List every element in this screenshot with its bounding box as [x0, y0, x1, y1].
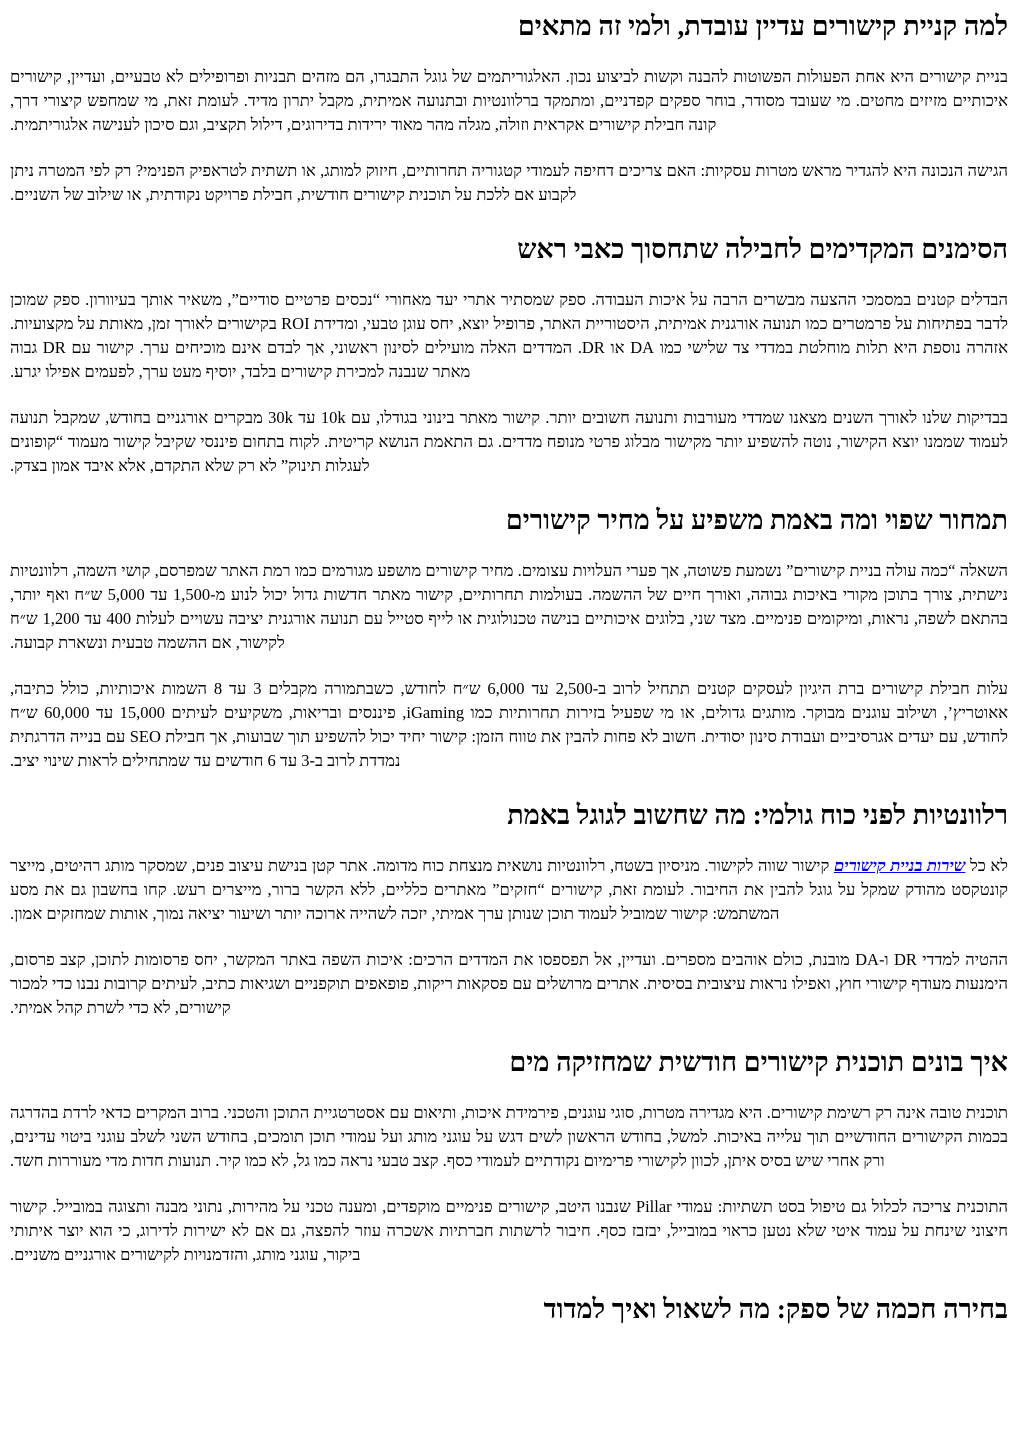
package-costs-paragraph: עלות חבילת קישורים ברת היגיון לעסקים קטנים תתחיל לרוב ב-2,500 עד 6,000 ש״ח לחודש, כשבתמורה מקבלים 3 עד 8 השמות איכותיות, כולל כתיבה, אאוטריץ’, ושילוב עוגנים מבוקר. מותגים גדולים, או מי שפעיל בזירות תחרותיות כמו iGaming, פיננסים ובריאות, משקיעים לעיתים 15,000 עד 60,000 ש״ח לחודש, עם יעדים אגרסיביים ועבודת סינון יסודית. חשוב לא פחות להבין את טווח הזמן: קישור יחיד יכול להשפיע תוך שבועות, אך חבילת SEO עם בנייה הדרגתית נמדדת לרוב ב-3 עד 6 חודשים עד שמתחילים לראות שינוי יציב.	[10, 679, 1008, 770]
soft-metrics-paragraph: ההטיה למדדי DR ו-DA מובנת, כולם אוהבים מספרים. ועדיין, אל תפספסו את המדדים הרכים: איכות השפה באתר המקשר, יחס פרסומות לתוכן, קצב פרסום, הימנעות מעודף קישורי חוץ, ואפילו נראות עיצובית בסיסית. אתרים מרושלים עם פסקאות ריקות, פופאפים תוקפניים ושגיאות כתיב, לעיתים קרובות נבנו כדי למכור קישורים, לא כדי לשרת קהל אמיתי.	[10, 950, 1008, 1017]
section-heading-pricing: תמחור שפוי ומה באמת משפיע על מחיר קישורים	[505, 505, 1008, 535]
article-title: למה קניית קישורים עדיין עובדת, ולמי זה מתאים	[517, 11, 1008, 41]
pricing-factors-paragraph: השאלה “כמה עולה בניית קישורים” נשמעת פשוטה, אך פערי העלויות עצומים. מחיר קישורים מושפע מגורמים כמו רמת האתר שמפרסם, קושי השמה, רלוונטיות נישתית, צורך בתוכן מקורי באיכות גבוהה, ואורך חיים של ההשמה. בעולמות תחרותיים, קישור מאתר חדשות גדול יכול לנוע מ-1,500 עד 5,000 ש״ח ואף יותר, בהתאם לשפה, נראות, ומיקומים פנימיים. מצד שני, בלוגים איכותיים בנישה טכנולוגית או לייף סטייל עם תנועה אורגנית יציבה עשויים לעלות 400 עד 1,200 ש״ח לקישור, אם ההשמה טבעית ונשארת קבועה.	[10, 561, 1009, 652]
plan-structure-paragraph: תוכנית טובה אינה רק רשימת קישורים. היא מגדירה מטרות, סוגי עוגנים, פירמידת איכות, ותיאום עם אסטרטגיית התוכן והטכני. ברוב המקרים כדאי לרדת בהדרגה בכמות הקישורים החודשיים תוך עלייה באיכות. למשל, בחודש הראשון לשים דגש על עוגני מותג ועל עמודי תוכן תומכים, בחודש השני לשלב עוגני ביטוי עדינים, ורק אחרי שיש בסיס איתן, לכוון לקישורי פרימיום נקודתיים לעמודי כסף. קצב טבעי נראה כמו גל, לא כמו קיר. תנועות חדות מדי מעוררות חשד.	[10, 1103, 1008, 1170]
infrastructure-paragraph: התוכנית צריכה לכלול גם טיפול בסט תשתיות: עמודי Pillar שנבנו היטב, קישורים פנימיים מוקפדים, ומענה טכני על מהירות, נתוני מבנה ותצוגה במובייל. קישור חיצוני שינחת על עמוד איטי שלא נטען כראוי במובייל, יבזבז כסף. חיבור לרשתות חברתיות אשכרה עוזר להפצה, גם אם לא ישירות לדירוג, כי הוא יוצר איתותי ביקור, עוגני מותג, והזדמנויות לקישורים אורגניים משניים.	[10, 1197, 1009, 1264]
section-heading-monthly-plan: איך בונים תוכנית קישורים חודשית שמחזיקה מים	[509, 1047, 1008, 1077]
proposal-differences-paragraph: הבדלים קטנים במסמכי ההצעה מבשרים הרבה על איכות העבודה. ספק שמסתיר אתרי יעד מאחורי “נכסים פרטיים סודיים”, משאיר אותך בעיוורון. ספק שמוכן לדבר בפתיחות על פרמטרים כמו תנועה אורגנית אמיתית, היסטוריית האתר, פרופיל יוצא, יחס עוגן טבעי, ומדידת ROI בקישורים לאורך זמן, מאותת על מקצועיות. אזהרה נוספת היא תלות מוחלטת במדדי צד שלישי כמו DA או DR. המדדים האלה מועילים לסינון ראשוני, אך לבדם אינם מוכיחים ערך. קישור עם DR גבוה מאתר שנבנה למכירת קישורים בלבד, יוסיף מעט ערך, לפעמים אפילו יגרע.	[10, 290, 1009, 381]
paragraph-text-before-link: לא כל	[965, 856, 1008, 875]
engagement-metrics-paragraph: בבדיקות שלנו לאורך השנים מצאנו שמדדי מעורבות ותנועה חשובים יותר. קישור מאתר בינוני בגודלו, עם 10k עד 30k מבקרים אורגניים בחודש, שמקבל תנועה לעמוד שממנו יוצא הקישור, נוטה להשפיע יותר מקישור מבלוג פרטי מנופח מדדים. גם התאמת הנושא קריטית. לקוח בתחום פיננסי שקיבל קישור מעמוד “קופונים לעגלות תינוק” לא רק שלא התקדם, אלא איבד אמון בצדק.	[10, 408, 1008, 475]
intro-paragraph: בניית קישורים היא אחת הפעולות הפשוטות להבנה וקשות לביצוע נכון. האלגוריתמים של גוגל התבגרו, הם מזהים תבניות ופרופילים לא טבעיים, ועדיין, קישורים איכותיים מזיזים מחטים. מי שעובד מסודר, בוחר ספקים קפדניים, ומתמקד ברלוונטיות ובתנועה אמיתית, מקבל יתרון מדיד. לעומת זאת, מי שמחפש קיצורי דרך, קונה חבילת קישורים אקראית וזולה, מגלה מהר מאוד ירידות בדירוגים, דילול תקציב, וגם סיכון לענישה אלגוריתמית.	[10, 67, 1008, 134]
link-building-service-link[interactable]: שירות בניית קישורים	[833, 856, 966, 875]
goals-paragraph: הגישה הנכונה היא להגדיר מראש מטרות עסקיות: האם צריכים דחיפה לעמודי קטגוריה תחרותיים, חיזוק למותג, או תשתית לטראפיק הפנימי? רק לפי המטרה ניתן לקבוע אם ללכת על תוכנית קישורים חודשית, חבילת פרויקט נקודתית, או שילוב של השניים.	[10, 161, 1008, 204]
relevance-paragraph	[10, 854, 1008, 926]
section-heading-vendor-choice: בחירה חכמה של ספק: מה לשאול ואיך למדוד	[543, 1294, 1008, 1324]
section-heading-relevance: רלוונטיות לפני כוח גולמי: מה שחשוב לגוגל באמת	[507, 800, 1008, 830]
section-heading-early-signs: הסימנים המקדימים לחבילה שתחסוך כאבי ראש	[517, 234, 1008, 264]
paragraph-text-after-link: קישור שווה לקישור. מניסיון בשטח, רלוונטיות נושאית מנצחת כוח מדומה. אתר קטן בנישת עיצוב פנים, שמסקר מותג רהיטים, מייצר קונטקסט מהודק שמקל על גוגל להבין את החיבור. לעומת זאת, קישורים “חזקים” מאתרים כלליים, ללא הקשר ברור, מייצרים רעש. קחו בחשבון גם את מסע המשתמש: קישור שמוביל לעמוד תוכן שנותן ערך אמיתי, יזכה לשהייה ארוכה יותר ושיעור יציאה נמוך, אותות שמחזקים אמון.	[10, 856, 1008, 923]
